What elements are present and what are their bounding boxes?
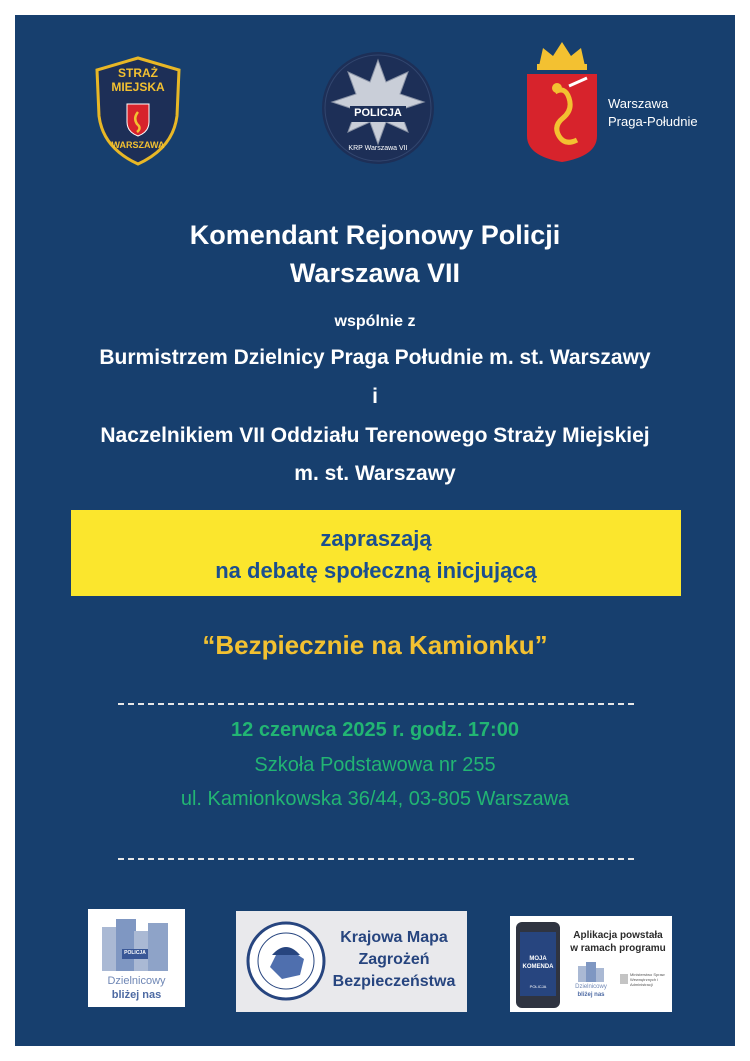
app-card xyxy=(510,916,672,1012)
app-title2: w ramach programu xyxy=(570,943,666,954)
straz-miejska-logo xyxy=(93,56,183,166)
event-address: ul. Kamionkowska 36/44, 03-805 Warszawa xyxy=(180,788,570,810)
phone-text3: POLICJA xyxy=(529,984,547,989)
app-sub1: Dzielnicowy xyxy=(575,984,607,990)
dzielnicowy-line1: Dzielnicowy xyxy=(107,975,166,987)
policja-badge-text: POLICJA xyxy=(354,107,402,119)
kmzb-line2: Zagrożeń xyxy=(358,951,430,968)
phone-mockup xyxy=(516,922,560,1008)
kmzb-card xyxy=(236,911,467,1012)
kmzb-line3: Bezpieczeństwa xyxy=(332,973,456,990)
district-name-line1: Warszawa xyxy=(608,96,669,111)
policja-unit-text: KRP Warszawa VII xyxy=(348,145,408,152)
dzielnicowy-card xyxy=(88,909,185,1007)
ministry-eagle-icon xyxy=(620,974,628,984)
invite-box xyxy=(71,510,681,596)
and-text: i xyxy=(372,385,378,408)
header-line2: Warszawa VII xyxy=(289,258,461,288)
app-sub2: bliżej nas xyxy=(577,992,605,998)
warsaw-coat-of-arms xyxy=(525,36,600,164)
phone-text1: MOJA xyxy=(529,956,547,962)
dzielnicowy-sign: POLICJA xyxy=(124,950,146,956)
straz-mid-text: MIEJSKA xyxy=(111,80,165,94)
straz-top-text: STRAŻ xyxy=(118,66,158,80)
kmzb-line1: Krajowa Mapa xyxy=(340,929,448,946)
together-text: wspólnie z xyxy=(334,313,416,330)
district-name-line2: Praga-Południe xyxy=(608,114,698,129)
header-line1: Komendant Rejonowy Policji xyxy=(189,220,561,250)
policja-logo xyxy=(320,50,436,166)
guard-line2: m. st. Warszawy xyxy=(294,462,456,485)
ministry-text: Ministerstwo Spraw Wewnętrznych i Administracji xyxy=(630,972,665,987)
straz-bottom-text: WARSZAWA xyxy=(111,140,165,150)
event-place: Szkoła Podstawowa nr 255 xyxy=(254,754,496,776)
event-title: “Bezpiecznie na Kamionku” xyxy=(202,630,548,660)
mayor-text: Burmistrzem Dzielnicy Praga Południe m. st. Warszawy xyxy=(99,346,651,369)
invite-line2: na debatę społeczną inicjującą xyxy=(215,558,537,583)
kmzb-seal-icon xyxy=(246,921,326,1001)
bottom-divider xyxy=(118,858,634,860)
top-divider xyxy=(118,703,634,705)
app-title1: Aplikacja powstała xyxy=(573,930,663,941)
dzielnicowy-line2: bliżej nas xyxy=(111,989,162,1001)
guard-line1: Naczelnikiem VII Oddziału Terenowego Straży Miejskiej xyxy=(100,424,650,447)
phone-text2: KOMENDA xyxy=(522,964,554,970)
event-datetime: 12 czerwca 2025 r. godz. 17:00 xyxy=(231,719,519,741)
invite-line1: zapraszają xyxy=(320,526,432,551)
mini-buildings-icon xyxy=(576,962,606,982)
